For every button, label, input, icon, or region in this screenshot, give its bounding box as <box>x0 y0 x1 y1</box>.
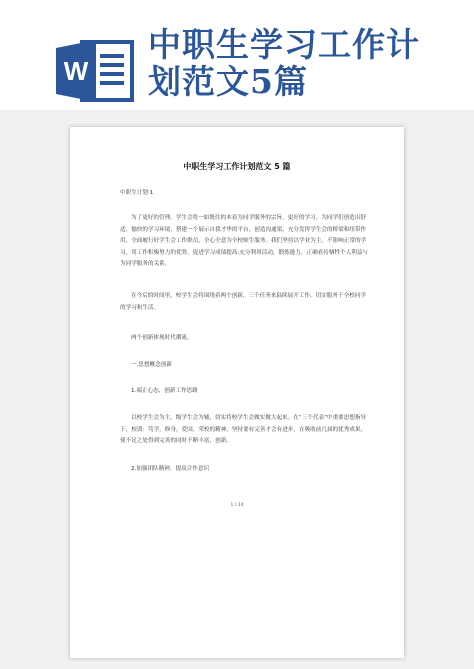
paragraph: 在今后的时间里，校学生会将围绕着两个创新，三个任务来陆续展开工作，切实服务于全校同学的学习和生活。 <box>120 293 366 311</box>
paragraph: 两个创新体现时代潮流。 <box>131 335 193 341</box>
paragraph: 一.思想概念创新 <box>131 362 172 368</box>
word-icon <box>56 40 134 102</box>
section-heading: 中职生计划 1 <box>120 190 154 196</box>
svg-text:W: W <box>63 56 89 86</box>
banner-title-line-1: 中职生学习工作计 <box>148 25 420 64</box>
banner-title <box>148 26 468 100</box>
header-banner <box>0 0 474 120</box>
page-number: 1 / 14 <box>230 503 244 508</box>
paragraph: 1.端正心态，创新工作思路 <box>131 388 198 394</box>
banner-title-line-2: 划范文5篇 <box>148 62 308 101</box>
document-page <box>70 127 404 658</box>
paragraph: 以校学生会为主，级学生会为辅，切实将校学生会做实做大起来。在“三个代表”中重要思想指导下，校训：笃学，修身，爱国，荣校的精神，坚持要有完善才会有进步，在吸收前几届的优秀成果，使不足之处得到完善的同时不断丰富，创新。 <box>120 415 367 445</box>
document-title: 中职生学习工作计划范文 5 篇 <box>183 162 291 171</box>
paragraph: 为了更好的管理，学生会将一如既往的本着为同学服务的宗旨，更好的学习，为同学们创造出舒适、愉快的学习环境，搭建一个展示自我才华的平台，创造沟通渠，充分发挥学生会的桥梁和纽带作用，全面履行好学生会工作职员，全心全意为全校师生服务。我们坚持以学业为主，不影响正常的学习，用工作积极努力的优势，促进学习成绩提高;充分利用活动，锻炼能力，正确看待牺牲个人利益与为同学服务的关系。 <box>120 215 369 268</box>
paragraph: 2.加强团队精神，提高合作意识 <box>131 466 210 472</box>
